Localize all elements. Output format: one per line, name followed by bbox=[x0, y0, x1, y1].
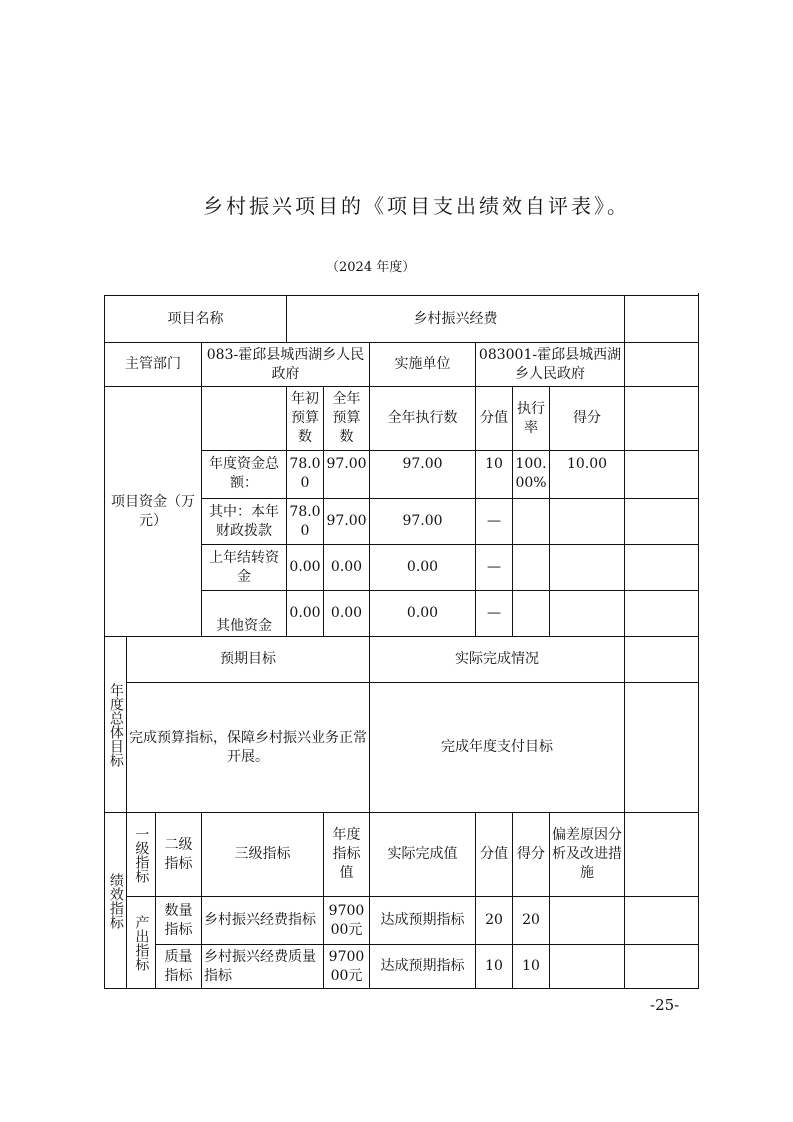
indicators-label-cell bbox=[105, 813, 127, 989]
score-value-header: 分值 bbox=[476, 387, 513, 451]
score-header: 得分 bbox=[550, 387, 625, 451]
indicator-level3: 乡村振兴经费质量指标 bbox=[202, 945, 324, 989]
indicators-label: 绩效指标 bbox=[107, 872, 124, 929]
project-name-label: 项目名称 bbox=[105, 296, 287, 343]
indicators-header-row bbox=[105, 813, 699, 897]
fund-initial: 0.00 bbox=[287, 545, 324, 591]
fund-executed: 0.00 bbox=[370, 591, 476, 637]
fund-executed: 97.00 bbox=[370, 499, 476, 545]
level1-header: 一级指标 bbox=[133, 826, 150, 883]
level1-header-cell bbox=[127, 813, 156, 897]
initial-budget-header: 年初预算数 bbox=[287, 387, 324, 451]
unit-value: 083001-霍邱县城西湖乡人民政府 bbox=[476, 343, 625, 387]
fund-initial: 78.00 bbox=[287, 451, 324, 499]
fund-annual: 0.00 bbox=[324, 591, 370, 637]
goals-header-row bbox=[105, 637, 699, 683]
fund-row-label: 上年结转资金 bbox=[202, 545, 287, 591]
empty-cell bbox=[625, 343, 699, 387]
level2-header: 二级指标 bbox=[156, 813, 202, 897]
empty-cell bbox=[625, 387, 699, 451]
dept-row bbox=[105, 343, 699, 387]
funds-header-row bbox=[105, 387, 699, 451]
indicator-actual: 达成预期指标 bbox=[370, 945, 476, 989]
fund-rate bbox=[513, 499, 550, 545]
page-number: -25- bbox=[650, 996, 680, 1014]
fund-score bbox=[550, 499, 625, 545]
fund-score-value: 10 bbox=[476, 451, 513, 499]
indicator-target: 970000元 bbox=[324, 945, 370, 989]
fund-annual: 0.00 bbox=[324, 545, 370, 591]
empty-cell bbox=[625, 545, 699, 591]
expected-goal-header: 预期目标 bbox=[127, 637, 370, 683]
empty-cell bbox=[625, 499, 699, 545]
level3-header: 三级指标 bbox=[202, 813, 324, 897]
indicator-score: 20 bbox=[513, 897, 550, 945]
executed-header: 全年执行数 bbox=[370, 387, 476, 451]
indicator-row bbox=[105, 945, 699, 989]
indicator-deviation bbox=[550, 945, 625, 989]
project-name-value: 乡村振兴经费 bbox=[287, 296, 625, 343]
indicator-level2: 数量指标 bbox=[156, 897, 202, 945]
fund-score-value: — bbox=[476, 545, 513, 591]
indicator-deviation bbox=[550, 897, 625, 945]
fund-score bbox=[550, 591, 625, 637]
indicator-row bbox=[105, 897, 699, 945]
fund-score bbox=[550, 545, 625, 591]
project-name-row bbox=[105, 296, 699, 343]
target-header: 年度指标值 bbox=[324, 813, 370, 897]
fund-initial: 78.00 bbox=[287, 499, 324, 545]
fund-annual: 97.00 bbox=[324, 499, 370, 545]
fund-row-label: 其中：本年财政拨款 bbox=[202, 499, 287, 545]
actual-goal-text: 完成年度支付目标 bbox=[370, 683, 625, 813]
level1-output: 产出指标 bbox=[133, 914, 150, 971]
goals-label: 年度总体目标 bbox=[107, 682, 124, 767]
indicator-actual: 达成预期指标 bbox=[370, 897, 476, 945]
indicator-score-value: 20 bbox=[476, 897, 513, 945]
fund-rate: 100.00% bbox=[513, 451, 550, 499]
indicator-level3: 乡村振兴经费指标 bbox=[202, 897, 324, 945]
fund-executed: 97.00 bbox=[370, 451, 476, 499]
fund-rate bbox=[513, 591, 550, 637]
empty-cell bbox=[625, 451, 699, 499]
fund-score: 10.00 bbox=[550, 451, 625, 499]
empty-cell bbox=[625, 683, 699, 813]
year-label: （2024 年度） bbox=[326, 260, 416, 275]
empty-cell bbox=[625, 945, 699, 989]
rate-header: 执行率 bbox=[513, 387, 550, 451]
fund-row-label: 其他资金 bbox=[202, 591, 287, 637]
deviation-header: 偏差原因分析及改进措施 bbox=[550, 813, 625, 897]
fund-rate bbox=[513, 545, 550, 591]
empty-cell bbox=[625, 296, 699, 343]
empty-cell bbox=[625, 813, 699, 897]
fund-initial: 0.00 bbox=[287, 591, 324, 637]
indicator-score-value: 10 bbox=[476, 945, 513, 989]
fund-row-label: 年度资金总额： bbox=[202, 451, 287, 499]
fund-annual: 97.00 bbox=[324, 451, 370, 499]
dept-value: 083-霍邱县城西湖乡人民政府 bbox=[202, 343, 370, 387]
funds-label: 项目资金（万元） bbox=[105, 387, 202, 637]
actual-goal-header: 实际完成情况 bbox=[370, 637, 625, 683]
empty-cell bbox=[625, 637, 699, 683]
indicator-score: 10 bbox=[513, 945, 550, 989]
goals-label-cell bbox=[105, 637, 127, 813]
actual-value-header: 实际完成值 bbox=[370, 813, 476, 897]
annual-budget-header: 全年预算数 bbox=[324, 387, 370, 451]
fund-executed: 0.00 bbox=[370, 545, 476, 591]
empty-cell bbox=[625, 897, 699, 945]
goals-content-row bbox=[105, 683, 699, 813]
indicator-target: 970000元 bbox=[324, 897, 370, 945]
level1-output-cell bbox=[127, 897, 156, 989]
empty-cell bbox=[202, 387, 287, 451]
fund-score-value: — bbox=[476, 591, 513, 637]
dept-label: 主管部门 bbox=[105, 343, 202, 387]
performance-table bbox=[104, 295, 699, 989]
expected-goal-text: 完成预算指标，保障乡村振兴业务正常开展。 bbox=[127, 683, 370, 813]
indicator-score-value-header: 分值 bbox=[476, 813, 513, 897]
document-title: 乡村振兴项目的《项目支出绩效自评表》。 bbox=[203, 194, 630, 218]
indicator-level2: 质量指标 bbox=[156, 945, 202, 989]
indicator-score-header: 得分 bbox=[513, 813, 550, 897]
unit-label: 实施单位 bbox=[370, 343, 476, 387]
fund-score-value: — bbox=[476, 499, 513, 545]
empty-cell bbox=[625, 591, 699, 637]
